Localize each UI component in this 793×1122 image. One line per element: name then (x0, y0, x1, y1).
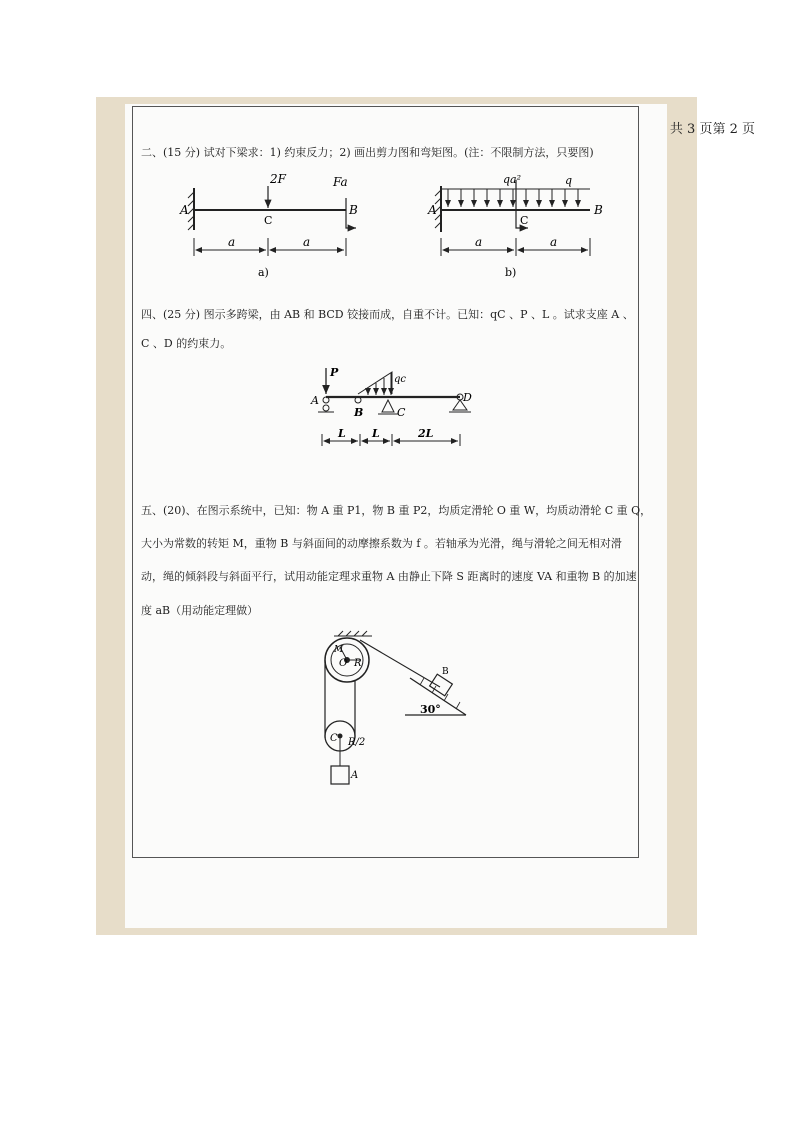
q2a-dim-2: a (303, 235, 311, 249)
q2b-dim-1: a (475, 235, 483, 249)
q2b-caption: b) (505, 266, 517, 279)
q5-label-R: R (354, 658, 362, 669)
q2b-label-qa2: qa² (503, 173, 522, 186)
q5-label-B: B (442, 667, 449, 677)
q5-label-O: O (339, 658, 348, 669)
q2a-label-A: A (180, 203, 189, 217)
q2b-label-A: A (428, 203, 437, 217)
q4-label-qc: qc (394, 374, 407, 385)
q5-label-M: M (334, 645, 344, 655)
q2-figure-b (435, 180, 590, 256)
q2b-label-q: q (565, 174, 573, 187)
q2a-dim-1: a (228, 235, 236, 249)
q4-label-P: P (330, 366, 339, 379)
q2b-label-C: C (520, 214, 529, 227)
q5-line-1: 五、(20)、在图示系统中，已知：物 A 重 P1，物 B 重 P2，均质定滑轮 O 重 W，均质动滑轮 C 重 Q， (141, 504, 652, 517)
q4-text-2: C 、D 的约束力。 (141, 337, 232, 350)
q5-figure (325, 631, 466, 784)
q5-label-R2: R/2 (348, 737, 366, 748)
q2a-caption: a) (258, 266, 269, 279)
page-header: 共 3 页第 2 页 (669, 122, 755, 137)
q5-label-C: C (330, 733, 338, 744)
q5-label-A: A (351, 770, 359, 781)
q5-line-2: 大小为常数的转矩 M，重物 B 与斜面间的动摩擦系数为 f 。若轴承为光滑，绳与滑轮之间无相对滑 (141, 537, 622, 550)
q5-line-3: 动，绳的倾斜段与斜面平行，试用动能定理求重物 A 由静止下降 S 距离时的速度 VA 和重物 B 的加速 (141, 570, 637, 583)
q4-dim-2: L (372, 427, 380, 440)
q4-label-C: C (397, 406, 406, 419)
q4-label-D: D (463, 391, 472, 404)
q4-label-B: B (354, 406, 364, 419)
q4-text: 四、(25 分) 图示多跨梁，由 AB 和 BCD 铰接而成，自重不计。已知：qC 、P 、L 。试求支座 A 、 (141, 308, 634, 321)
q4-label-A: A (311, 394, 319, 407)
q2b-label-B: B (594, 203, 603, 217)
q5-label-angle: 30° (420, 703, 441, 716)
q5-line-4: 度 aB（用动能定理做） (141, 604, 259, 617)
q2a-label-C: C (264, 214, 273, 227)
q2b-dim-2: a (550, 235, 558, 249)
q4-dim-3: 2L (418, 427, 434, 440)
q2a-label-B: B (349, 203, 358, 217)
q2-text: 二、(15 分) 试对下梁求：1) 约束反力；2) 画出剪力图和弯矩图。(注：不限制方法，只要图) (141, 146, 594, 159)
q2a-label-Fa: Fa (333, 175, 348, 189)
q2a-label-2F: 2F (270, 172, 286, 186)
q4-dim-1: L (338, 427, 346, 440)
